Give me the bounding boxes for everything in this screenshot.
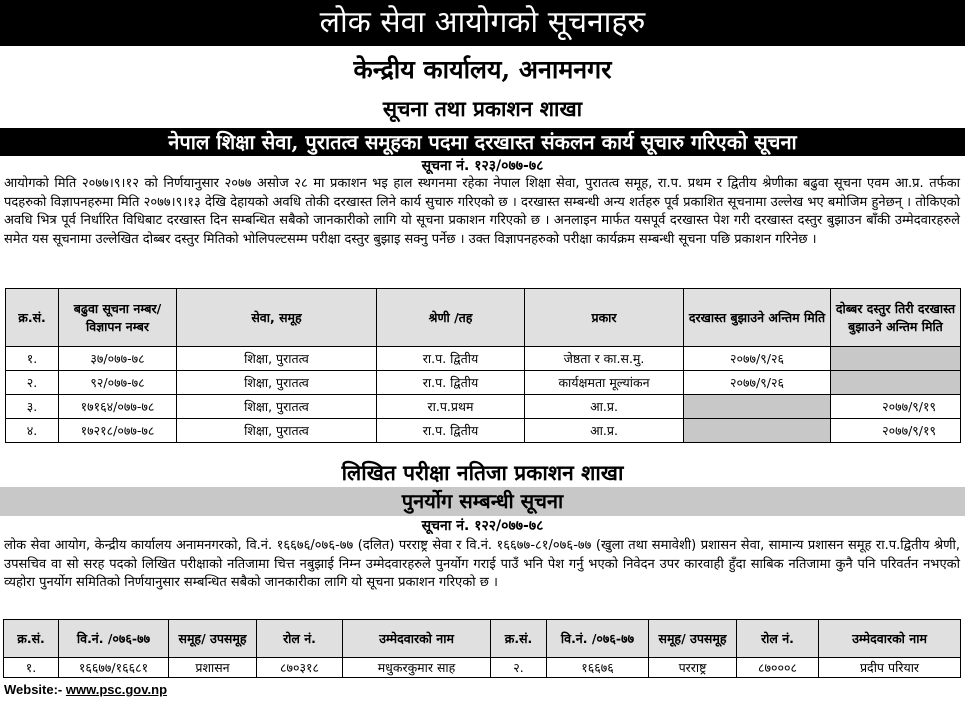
- col-header-serial: क्र.सं.: [6, 289, 59, 347]
- table-header-row: [4, 620, 961, 658]
- col-header-adv-number: वि.नं. /०७६-७७: [59, 620, 169, 658]
- cell-serial: १.: [6, 347, 59, 371]
- branch-heading-results: लिखित परीक्षा नतिजा प्रकाशन शाखा: [341, 460, 624, 485]
- branch-heading-information: सूचना तथा प्रकाशन शाखा: [382, 96, 583, 121]
- cell-group: परराष्ट्र: [649, 658, 737, 678]
- cell-candidate-name: प्रदीप परियार: [819, 658, 961, 678]
- cell-class-level: रा.प. द्वितीय: [377, 419, 525, 443]
- cell-notice-number: ३७/०७७-७८: [59, 347, 177, 371]
- cell-type: आ.प्र.: [525, 395, 684, 419]
- page-banner: लोक सेवा आयोगको सूचनाहरु: [0, 0, 965, 46]
- cell-last-date: [684, 419, 831, 443]
- cell-double-fee-date: [831, 371, 961, 395]
- notice-title-2: पुनर्योग सम्बन्धी सूचना: [0, 487, 965, 516]
- cell-class-level: रा.प. द्वितीय: [377, 347, 525, 371]
- cell-class-level: रा.प. द्वितीय: [377, 371, 525, 395]
- office-heading: केन्द्रीय कार्यालय, अनामनगर: [353, 55, 612, 84]
- cell-service-group: शिक्षा, पुरातत्व: [177, 395, 377, 419]
- cell-notice-number: १७२१८/०७७-७८: [59, 419, 177, 443]
- notice-number-2: सूचना नं. १२२/०७७-७८: [421, 518, 544, 534]
- cell-service-group: शिक्षा, पुरातत्व: [177, 347, 377, 371]
- cell-class-level: रा.प.प्रथम: [377, 395, 525, 419]
- col-header-adv-number: वि.नं. /०७६-७७: [547, 620, 649, 658]
- cell-group: प्रशासन: [169, 658, 257, 678]
- table-row: [6, 419, 961, 443]
- cell-double-fee-date: २०७७/९/१९: [831, 395, 961, 419]
- cell-serial: ३.: [6, 395, 59, 419]
- cell-service-group: शिक्षा, पुरातत्व: [177, 419, 377, 443]
- col-header-service-group: सेवा, समूह: [177, 289, 377, 347]
- cell-type: जेष्ठता र का.स.मु.: [525, 347, 684, 371]
- notice-title-1: नेपाल शिक्षा सेवा, पुरातत्व समूहका पदमा दरखास्त संकलन कार्य सूचारु गरिएको सूचना: [0, 128, 965, 156]
- col-header-type: प्रकार: [525, 289, 684, 347]
- website-footer: [4, 682, 167, 697]
- cell-serial: १.: [4, 658, 59, 678]
- cell-last-date: २०७७/९/२६: [684, 371, 831, 395]
- table-row: [6, 395, 961, 419]
- website-label: Website:-: [4, 682, 63, 697]
- cell-notice-number: १७१६४/०७७-७८: [59, 395, 177, 419]
- notice-number-1: सूचना नं. १२३/०७७-७८: [421, 158, 544, 174]
- col-header-candidate-name: उम्मेदवारको नाम: [343, 620, 491, 658]
- cell-double-fee-date: [831, 347, 961, 371]
- cell-service-group: शिक्षा, पुरातत्व: [177, 371, 377, 395]
- cell-notice-number: ९२/०७७-७८: [59, 371, 177, 395]
- application-schedule-table: [5, 288, 961, 443]
- col-header-roll-number: रोल नं.: [257, 620, 343, 658]
- col-header-class-level: श्रेणी /तह: [377, 289, 525, 347]
- col-header-double-fee-date: दोब्बर दस्तुर तिरी दरखास्त बुझाउने अन्तिम मिति: [831, 289, 961, 347]
- notice-body-2: लोक सेवा आयोग, केन्द्रीय कार्यालय अनामनगरको, वि.नं. १६६७६/०७६-७७ (दलित) परराष्ट्र सेवा र वि.नं. १६६७७-८१/०७६-७७ (खुला तथा समावेशी) प्रशासन सेवा, सामान्य प्रशासन समूह रा.प.द्वितीय श्रेणी, उपसचिव वा सो सरह पदको लिखित परीक्षाको नतिजामा चित्त नबुझाई निम्न उम्मेदवारहरुले पुनर्योग गराई पाउँ भनि पेश गर्नु भएको निवेदन उपर कारवाही हुँदा साबिक नतिजामा कुनै पनि परिवर्तन नभएको व्यहोरा पुनर्योग समितिको निर्णयानुसार सम्बन्धित सबैको जानकारीका लागि यो सूचना प्रकाशन गरिएको छ ।: [4, 538, 960, 590]
- cell-last-date: २०७७/९/२६: [684, 347, 831, 371]
- table-row: [4, 658, 961, 678]
- col-header-group: समूह/ उपसमूह: [169, 620, 257, 658]
- table-row: [6, 347, 961, 371]
- recheck-result-table: [3, 619, 961, 678]
- website-link[interactable]: www.psc.gov.np: [65, 682, 168, 697]
- table-row: [6, 371, 961, 395]
- cell-serial: २.: [6, 371, 59, 395]
- cell-roll-number: ८७०३१८: [257, 658, 343, 678]
- cell-adv-number: १६६७६: [547, 658, 649, 678]
- cell-double-fee-date: २०७७/९/१९: [831, 419, 961, 443]
- col-header-group: समूह/ उपसमूह: [649, 620, 737, 658]
- cell-roll-number: ८७०००८: [737, 658, 819, 678]
- cell-adv-number: १६६७७/१६६८१: [59, 658, 169, 678]
- cell-serial: ४.: [6, 419, 59, 443]
- col-header-serial: क्र.सं.: [4, 620, 59, 658]
- col-header-serial: क्र.सं.: [491, 620, 547, 658]
- cell-last-date: [684, 395, 831, 419]
- notice-body-1: आयोगको मिति २०७७।९।१२ को निर्णयानुसार २०७७ असोज २८ मा प्रकाशन भइ हाल स्थगनमा रहेका नेपाल शिक्षा सेवा, पुरातत्व समूह, रा.प. प्रथम र द्वितीय श्रेणीका बढुवा सूचना एवम आ.प्र. तर्फका पदहरुको विज्ञापनहरुमा मिति २०७७।९।१३ देखि देहायको अवधि तोकी दरखास्त लिने कार्य सुचारु गरिएको छ । दरखास्त सम्बन्धी अन्य शर्तहरु पूर्व प्रकाशित सूचनामा उल्लेख भए बमोजिम हुनेछन् । तोकिएको अवधि भित्र पूर्व निर्धारित विधिबाट दरखास्त दिन सम्बन्धित सबैको जानकारीको लागि यो सूचना प्रकाशन गरिएको छ । अनलाइन मार्फत यसपूर्व दरखास्त पेश गरी दरखास्त दस्तुर बुझाउन बाँकी उम्मेदवारहरुले समेत यस सूचनामा उल्लेखित दोब्बर दस्तुर मितिको भोलिपल्टसम्म परीक्षा दस्तुर बुझाइ सक्नु पर्नेछ । उक्त विज्ञापनहरुको परीक्षा कार्यक्रम सम्बन्धी सूचना पछि प्रकाशन गरिनेछ ।: [4, 176, 960, 247]
- col-header-last-date: दरखास्त बुझाउने अन्तिम मिति: [684, 289, 831, 347]
- cell-type: कार्यक्षमता मूल्यांकन: [525, 371, 684, 395]
- col-header-roll-number: रोल नं.: [737, 620, 819, 658]
- table-header-row: [6, 289, 961, 347]
- col-header-candidate-name: उम्मेदवारको नाम: [819, 620, 961, 658]
- cell-candidate-name: मधुकरकुमार साह: [343, 658, 491, 678]
- col-header-notice-number: बढुवा सूचना नम्बर/ विज्ञापन नम्बर: [59, 289, 177, 347]
- cell-serial: २.: [491, 658, 547, 678]
- cell-type: आ.प्र.: [525, 419, 684, 443]
